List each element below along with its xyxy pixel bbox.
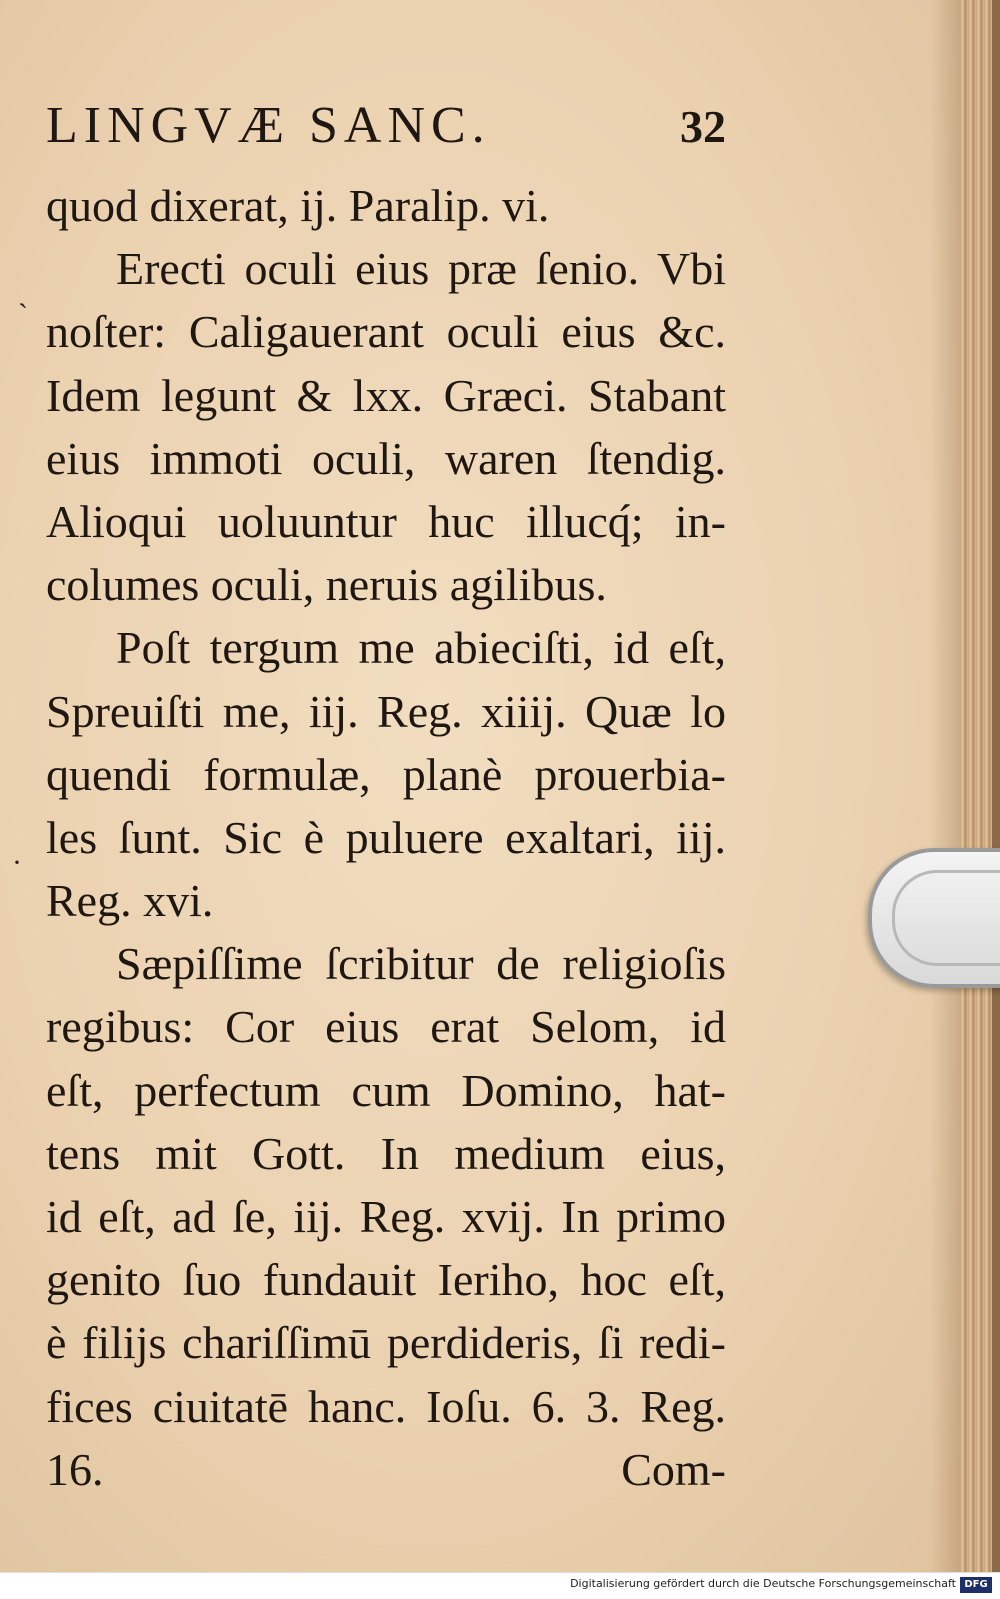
last-line-start: 16. [46, 1443, 104, 1495]
text-line: regibus: Cor eius erat Selom, id [46, 1001, 726, 1053]
text-line: les ſunt. Sic è puluere exaltari, iij. [46, 811, 726, 863]
text-line: Poſt tergum me abieciſti, id eſt, [116, 622, 726, 674]
text-line: quod dixerat, ij. Paralip. vi. [46, 180, 550, 231]
margin-mark: ` [18, 298, 28, 331]
text-line: Reg. xvi. [46, 875, 214, 927]
text-line: è filijs chariſſimū perdideris, ſi redi- [46, 1317, 726, 1369]
page-number: 32 [680, 101, 726, 152]
text-line: quendi formulæ, planè prouerbia- [46, 748, 726, 800]
text-line: eſt, perfectum cum Domino, hat- [46, 1064, 726, 1116]
text-line: genito ſuo fundauit Ieriho, hoc eſt, [46, 1254, 726, 1306]
margin-dot: · [12, 846, 22, 879]
running-head-title: LINGVÆ SANC. [46, 97, 491, 154]
text-line: id eſt, ad ſe, iij. Reg. xvij. In primo [46, 1191, 726, 1242]
dfg-logo: DFG [960, 1577, 992, 1593]
footer-bar [0, 1572, 1000, 1599]
gutter-shadow [930, 0, 960, 1572]
page-clip [868, 848, 1000, 988]
text-line: columes oculi, neruis agilibus. [46, 559, 607, 611]
text-line: noſter: Caligauerant oculi eius &c. [46, 306, 726, 358]
text-line: tens mit Gott. In medium eius, [46, 1127, 726, 1179]
funding-credit: Digitalisierung gefördert durch die Deutsche Forschungsgemeinschaft [570, 1577, 956, 1590]
text-line: Sæpiſſime ſcribitur de religioſis [116, 938, 726, 990]
text-line: Idem legunt & lxx. Græci. Stabant [46, 369, 726, 421]
text-line: Alioqui uoluuntur huc illucq́; in- [46, 495, 726, 547]
text-line: eius immoti oculi, waren ſtendig. [46, 432, 726, 484]
text-line: Spreuiſti me, iij. Reg. xiiij. Quæ lo [46, 685, 726, 737]
book-page-edges [960, 0, 1000, 1572]
page-clip-inner-loop [892, 870, 1000, 966]
text-line: Erecti oculi eius præ ſenio. Vbi [116, 243, 726, 295]
text-line: fices ciuitatē hanc. Ioſu. 6. 3. Reg. [46, 1380, 726, 1432]
printed-text-block [46, 96, 726, 1501]
catchword: Com- [621, 1443, 726, 1495]
last-text-line [46, 1438, 726, 1501]
running-head [46, 96, 726, 174]
